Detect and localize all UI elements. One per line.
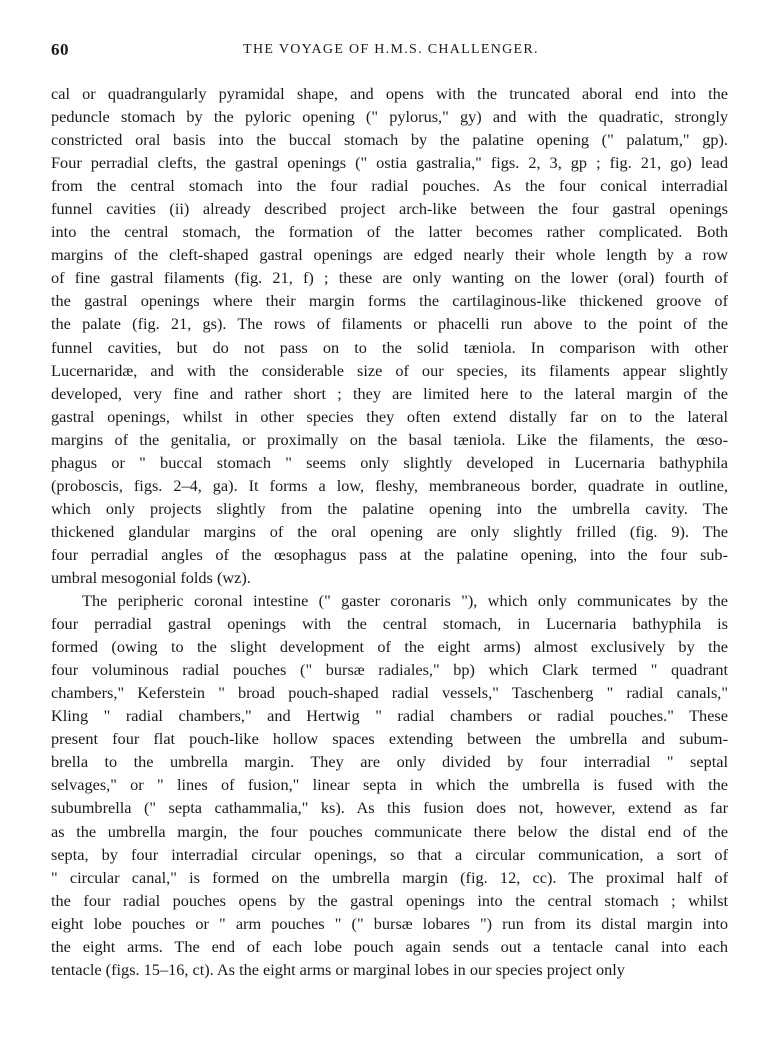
text-line: from the central stomach into the four radial pouches. As the four conical interradial <box>51 176 728 196</box>
text-line: " circular canal," is formed on the umbrella margin (fig. 12, cc). The proximal half of <box>51 867 728 887</box>
text-line: four voluminous radial pouches (" bursæ radiales," bp) which Clark termed " quadrant <box>51 660 728 680</box>
text-line: eight lobe pouches or " arm pouches " (" bursæ lobares ") run from its distal margin into <box>51 913 728 933</box>
text-line: Four perradial clefts, the gastral openings (" ostia gastralia," figs. 2, 3, gp ; fig. 21, go) lead <box>51 153 728 173</box>
text-line: developed, very fine and rather short ; they are limited here to the lateral margin of the <box>51 383 728 403</box>
text-line: the palate (fig. 21, gs). The rows of filaments or phacelli run above to the point of the <box>51 314 728 334</box>
text-line: as the umbrella margin, the four pouches communicate there below the distal end of the <box>51 821 728 841</box>
running-title: THE VOYAGE OF H.M.S. CHALLENGER. <box>243 42 539 57</box>
text-line: present four flat pouch-like hollow spaces extending between the umbrella and subum- <box>51 729 728 749</box>
text-line: Lucernaridæ, and with the considerable size of our species, its filaments appear slightly <box>51 360 728 380</box>
text-line: peduncle stomach by the pyloric opening (" pylorus," gy) and with the quadratic, strongly <box>51 107 728 127</box>
text-line: gastral openings, whilst in other species they often extend distally far on to the lateral <box>51 406 728 426</box>
text-line: margins of the cleft-shaped gastral openings are edged nearly their whole length by a row <box>51 245 728 265</box>
text-line: The peripheric coronal intestine (" gaster coronaris "), which only communicates by the <box>82 591 728 611</box>
paragraph-1 <box>51 82 728 589</box>
text-line: the gastral openings where their margin forms the cartilaginous-like thickened groove of <box>51 291 728 311</box>
text-line: funnel cavities, but do not pass on to the solid tæniola. In comparison with other <box>51 337 728 357</box>
text-line: cal or quadrangularly pyramidal shape, and opens with the truncated aboral end into the <box>51 84 728 103</box>
text-line: tentacle (figs. 15–16, ct). As the eight arms or marginal lobes in our species project only <box>51 959 625 979</box>
text-line: selvages," or " lines of fusion," linear septa in which the umbrella is fused with the <box>51 775 728 795</box>
text-line: thickened glandular margins of the oral opening are only slightly frilled (fig. 9). The <box>51 521 728 541</box>
text-line: the eight arms. The end of each lobe pouch again sends out a tentacle canal into each <box>51 936 728 956</box>
text-line: the four radial pouches opens by the gastral openings into the central stomach ; whilst <box>51 890 728 910</box>
text-line: constricted oral basis into the buccal stomach by the palatine opening (" palatum," gp). <box>51 130 728 150</box>
text-line: subumbrella (" septa cathammalia," ks). As this fusion does not, however, extend as far <box>51 798 728 818</box>
text-line: of fine gastral filaments (fig. 21, f) ; these are only wanting on the lower (oral) fourth of <box>51 268 728 288</box>
body-text <box>51 82 728 981</box>
text-line: into the central stomach, the formation of the latter becomes rather complicated. Both <box>51 222 728 242</box>
page-number: 60 <box>51 40 69 59</box>
text-line: four perradial gastral openings with the central stomach, in Lucernaria bathyphila is <box>51 614 728 634</box>
text-line: Kling " radial chambers," and Hertwig " radial chambers or radial pouches." These <box>51 706 728 726</box>
text-line: umbral mesogonial folds (wz). <box>51 567 251 587</box>
paragraph-2 <box>51 589 728 981</box>
text-line: which only projects slightly from the palatine opening into the umbrella cavity. The <box>51 498 728 518</box>
text-line: four perradial angles of the œsophagus pass at the palatine opening, into the four sub- <box>51 544 728 564</box>
text-line: septa, by four interradial circular openings, so that a circular communication, a sort of <box>51 844 728 864</box>
text-line: phagus or " buccal stomach " seems only slightly developed in Lucernaria bathyphila <box>51 452 728 472</box>
text-line: funnel cavities (ii) already described project arch-like between the four gastral openings <box>51 199 728 219</box>
text-line: brella to the umbrella margin. They are only divided by four interradial " septal <box>51 752 728 772</box>
text-line: chambers," Keferstein " broad pouch-shaped radial vessels," Taschenberg " radial canals," <box>51 683 728 703</box>
text-line: (proboscis, figs. 2–4, ga). It forms a low, fleshy, membraneous border, quadrate in outline, <box>51 475 728 495</box>
text-line: margins of the genitalia, or proximally on the basal tæniola. Like the filaments, the œso- <box>51 429 728 449</box>
text-line: formed (owing to the slight development of the eight arms) almost exclusively by the <box>51 637 728 657</box>
page-header <box>51 40 731 66</box>
